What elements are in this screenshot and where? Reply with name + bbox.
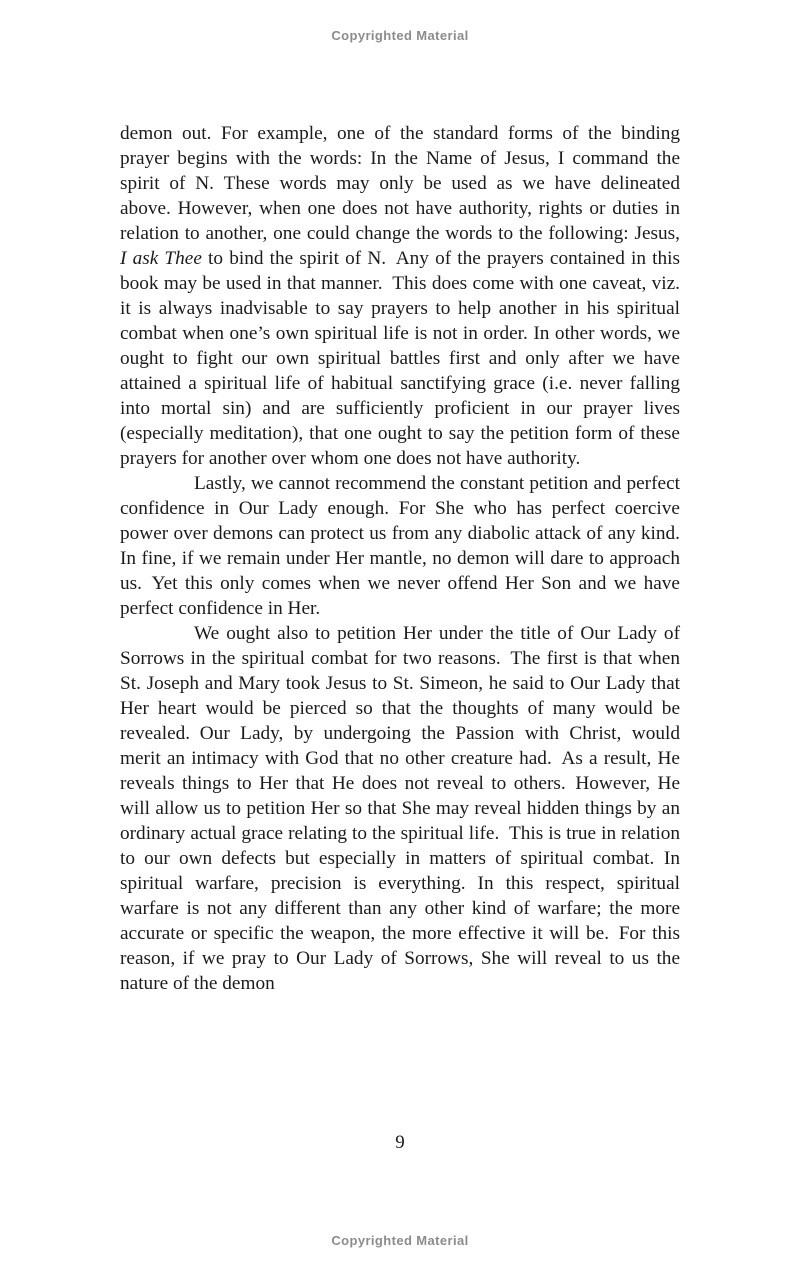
- paragraph: [120, 621, 680, 996]
- text-block: [120, 121, 680, 996]
- text-segment: demon out. For example, one of the standard forms of the binding prayer begins with the words: In the Name of Jesus, I command the spirit of N. These words may only be used as we have delineated above. However, when one does not have authority, rights or duties in relation to another, one could change the words to the following: Jesus,: [120, 123, 680, 244]
- copyright-notice-top: Copyrighted Material: [331, 28, 469, 43]
- copyright-notice-bottom: Copyrighted Material: [331, 1233, 469, 1248]
- paragraph: [120, 471, 680, 621]
- italic-phrase: I ask Thee: [120, 248, 202, 269]
- paragraph: [120, 121, 680, 471]
- page-number: 9: [395, 1132, 405, 1153]
- text-segment: to bind the spirit of N. Any of the prayers contained in this book may be used in that manner. This does come with one caveat, viz. it is always inadvisable to say prayers to help another in his spiritual combat when one’s own spiritual life is not in order. In other words, we ought to fight our own spiritual battles first and only after we have attained a spiritual life of habitual sanctifying grace (i.e. never falling into mortal sin) and are sufficiently proficient in our prayer lives (especially meditation), that one ought to say the petition form of these prayers for another over whom one does not have authority.: [120, 248, 680, 469]
- text-segment: We ought also to petition Her under the title of Our Lady of Sorrows in the spiritual combat for two reasons. The first is that when St. Joseph and Mary took Jesus to St. Simeon, he said to Our Lady that Her heart would be pierced so that the thoughts of many would be revealed. Our Lady, by undergoing the Passion with Christ, would merit an intimacy with God that no other creature had. As a result, He reveals things to Her that He does not reveal to others. However, He will allow us to petition Her so that She may reveal hidden things by an ordinary actual grace relating to the spiritual life. This is true in relation to our own defects but especially in matters of spiritual combat. In spiritual warfare, precision is everything. In this respect, spiritual warfare is not any different than any other kind of warfare; the more accurate or specific the weapon, the more effective it will be. For this reason, if we pray to Our Lady of Sorrows, She will reveal to us the nature of the demon: [120, 623, 680, 994]
- text-segment: Lastly, we cannot recommend the constant petition and perfect confidence in Our Lady enough. For She who has perfect coercive power over demons can protect us from any diabolic attack of any kind. In fine, if we remain under Her mantle, no demon will dare to approach us. Yet this only comes when we never offend Her Son and we have perfect confidence in Her.: [120, 473, 680, 619]
